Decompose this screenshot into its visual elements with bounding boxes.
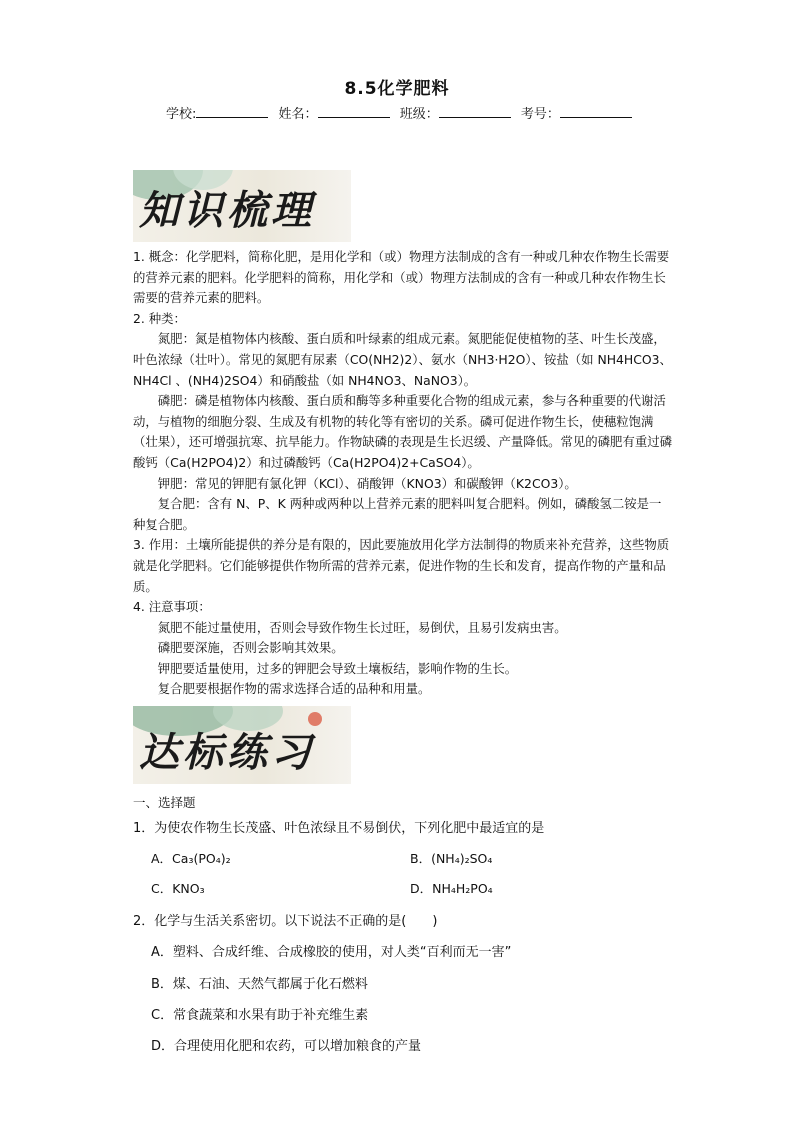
document-title: 8.5化学肥料 xyxy=(344,79,450,99)
function-paragraph: 3. 作用：土壤所能提供的养分是有限的，因此要施放用化学方法制得的物质来补充营养，这些物质就是化学肥料。它们能够提供作物所需的营养元素，促进作物的生长和发育，提高作物的产量和品质。 xyxy=(133,537,670,594)
exam-number-label: 考号： xyxy=(520,107,560,122)
exam-number-blank[interactable] xyxy=(560,105,632,118)
knowledge-section xyxy=(133,247,673,700)
exercise-banner-text: 达标练习 xyxy=(139,729,315,776)
school-blank[interactable] xyxy=(196,105,268,118)
compound-paragraph: 复合肥：含有 N、P、K 两种或两种以上营养元素的肥料叫复合肥料。例如，磷酸氢二铵是一种复合肥。 xyxy=(133,496,662,532)
name-label: 姓名： xyxy=(278,107,318,122)
section-heading: 一、选择题 xyxy=(133,795,196,810)
potassium-paragraph: 钾肥：常见的钾肥有氯化钾（KCl）、硝酸钾（KNO3）和碳酸钾（K2CO3）。 xyxy=(157,475,577,491)
q1-option-a[interactable]: A．Ca₃(PO₄)₂ xyxy=(151,851,231,866)
q2-option-d[interactable]: D．合理使用化肥和农药，可以增加粮食的产量 xyxy=(151,1039,422,1054)
exercise-banner xyxy=(133,706,351,784)
notes-heading: 4. 注意事项： xyxy=(133,599,211,615)
question-1: 1．为使农作物生长茂盛、叶色浓绿且不易倒伏，下列化肥中最适宜的是 xyxy=(133,821,545,836)
q1-option-d[interactable]: D．NH₄H₂PO₄ xyxy=(410,881,493,896)
phosphorus-paragraph: 磷肥：磷是植物体内核酸、蛋白质和酶等多种重要化合物的组成元素，参与各种重要的代谢活动，与植物的细胞分裂、生成及有机物的转化等有密切的关系。磷可促进作物生长，使穗粒饱满（壮果），还可增强抗寒、抗旱能力。作物缺磷的表现是生长迟缓、产量降低。常见的磷肥有重过磷酸钙（Ca(H2PO4)2）和过磷酸钙（Ca(H2PO4)2+CaSO4）。 xyxy=(133,393,672,470)
class-blank[interactable] xyxy=(439,105,511,118)
note-phosphorus: 磷肥要深施，否则会影响其效果。 xyxy=(157,640,344,656)
student-info-line xyxy=(166,103,638,122)
q2-option-c[interactable]: C．常食蔬菜和水果有助于补充维生素 xyxy=(151,1008,369,1023)
knowledge-banner-text: 知识梳理 xyxy=(139,187,315,234)
nitrogen-paragraph: 氮肥：氮是植物体内核酸、蛋白质和叶绿素的组成元素。氮肥能促使植物的茎、叶生长茂盛，叶色浓绿（壮叶）。常见的氮肥有尿素（CO(NH2)2）、氨水（NH3·H2O）、铵盐（如 NH4HCO3、NH4Cl 、(NH4)2SO4）和硝酸盐（如 NH4NO3、NaNO3）。 xyxy=(133,331,672,388)
name-blank[interactable] xyxy=(318,105,390,118)
q1-option-c[interactable]: C．KNO₃ xyxy=(151,881,205,896)
question-2: 2．化学与生活关系密切。以下说法不正确的是( ) xyxy=(133,914,438,929)
concept-paragraph: 1. 概念：化学肥料，简称化肥，是用化学和（或）物理方法制成的含有一种或几种农作物生长需要的营养元素的肥料。化学肥料的简称，用化学和（或）物理方法制成的含有一种或几种农作物生长需要的营养元素的肥料。 xyxy=(133,249,670,306)
knowledge-banner xyxy=(133,170,351,242)
q2-option-b[interactable]: B．煤、石油、天然气都属于化石燃料 xyxy=(151,977,368,992)
class-label: 班级： xyxy=(399,107,439,122)
note-compound: 复合肥要根据作物的需求选择合适的品种和用量。 xyxy=(157,681,431,697)
q2-option-a[interactable]: A．塑料、合成纤维、合成橡胶的使用，对人类“百利而无一害” xyxy=(151,945,512,960)
note-potassium: 钾肥要适量使用，过多的钾肥会导致土壤板结，影响作物的生长。 xyxy=(157,660,518,676)
school-label: 学校: xyxy=(166,107,197,122)
types-heading: 2. 种类： xyxy=(133,310,186,326)
q1-option-b[interactable]: B．(NH₄)₂SO₄ xyxy=(410,851,493,866)
note-nitrogen: 氮肥不能过量使用，否则会导致作物生长过旺，易倒伏，且易引发病虫害。 xyxy=(157,619,567,635)
